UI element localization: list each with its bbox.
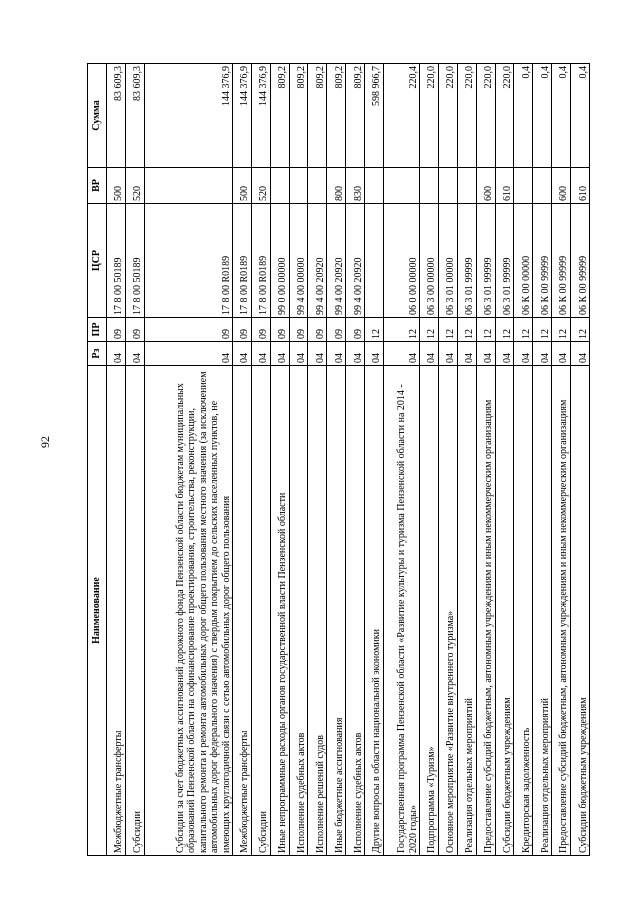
cell-sum: 220,0 <box>457 64 476 168</box>
table-row <box>552 64 571 856</box>
cell-name: Исполнение судебных актов <box>289 366 308 856</box>
cell-pr: 12 <box>533 318 552 342</box>
cell-csr: 06 3 01 99999 <box>495 204 514 318</box>
cell-pr: 09 <box>125 318 144 342</box>
cell-name: Основное мероприятие «Развитие внутреннего туризма» <box>438 366 457 856</box>
cell-vr: 610 <box>570 168 589 204</box>
cell-name: Кредиторская задолженность <box>514 366 533 856</box>
cell-rz: 04 <box>270 342 289 366</box>
cell-vr <box>420 168 439 204</box>
cell-sum: 144 376,9 <box>251 64 270 168</box>
cell-sum: 83 609,3 <box>125 64 144 168</box>
cell-sum: 598 966,7 <box>365 64 384 168</box>
cell-csr: 06 3 01 99999 <box>476 204 495 318</box>
cell-pr: 12 <box>383 318 419 342</box>
cell-vr <box>289 168 308 204</box>
cell-name: Субсидии <box>251 366 270 856</box>
cell-name: Предоставление субсидий бюджетным, автономным учреждениям и иным некоммерческим организациям <box>552 366 571 856</box>
cell-vr: 600 <box>552 168 571 204</box>
table-row <box>327 64 346 856</box>
cell-sum: 0,4 <box>552 64 571 168</box>
cell-name: Реализация отдельных мероприятий <box>457 366 476 856</box>
table-row <box>308 64 327 856</box>
cell-rz: 04 <box>125 342 144 366</box>
cell-name: Исполнение судебных актов <box>346 366 365 856</box>
table-row <box>289 64 308 856</box>
cell-name: Другие вопросы в области национальной экономики <box>365 366 384 856</box>
cell-pr: 12 <box>457 318 476 342</box>
cell-csr <box>365 204 384 318</box>
cell-rz: 04 <box>420 342 439 366</box>
table-row <box>570 64 589 856</box>
table-row <box>346 64 365 856</box>
cell-csr: 06 3 01 99999 <box>457 204 476 318</box>
table-row <box>495 64 514 856</box>
cell-csr: 17 8 00 50189 <box>107 204 126 318</box>
table-row <box>476 64 495 856</box>
table-row <box>107 64 126 856</box>
header-pr: ПР <box>88 318 107 342</box>
cell-pr: 09 <box>289 318 308 342</box>
cell-sum: 0,4 <box>514 64 533 168</box>
cell-vr <box>514 168 533 204</box>
cell-pr: 09 <box>308 318 327 342</box>
table-row <box>420 64 439 856</box>
cell-vr: 520 <box>251 168 270 204</box>
cell-name: Реализация отдельных мероприятий <box>533 366 552 856</box>
cell-name: Межбюджетные трансферты <box>233 366 252 856</box>
cell-csr: 06 0 00 00000 <box>383 204 419 318</box>
cell-sum: 809,2 <box>327 64 346 168</box>
table-header-row <box>88 64 107 856</box>
cell-csr: 06 К 00 99999 <box>533 204 552 318</box>
cell-csr: 06 К 00 99999 <box>570 204 589 318</box>
cell-rz: 04 <box>552 342 571 366</box>
cell-pr: 09 <box>270 318 289 342</box>
cell-vr: 800 <box>327 168 346 204</box>
cell-rz: 04 <box>533 342 552 366</box>
table-row <box>251 64 270 856</box>
cell-csr: 99 4 00 20920 <box>346 204 365 318</box>
table-row <box>383 64 419 856</box>
cell-rz: 04 <box>107 342 126 366</box>
cell-vr <box>438 168 457 204</box>
table-row <box>533 64 552 856</box>
table-row <box>144 64 232 856</box>
cell-csr: 99 4 00 20920 <box>327 204 346 318</box>
cell-sum: 144 376,9 <box>144 64 232 168</box>
header-name: Наименование <box>88 366 107 856</box>
header-rz: Рз <box>88 342 107 366</box>
cell-vr: 500 <box>107 168 126 204</box>
table-row <box>125 64 144 856</box>
cell-pr: 12 <box>514 318 533 342</box>
cell-name: Исполнение решений судов <box>308 366 327 856</box>
cell-rz: 04 <box>144 342 232 366</box>
cell-name: Субсидии бюджетным учреждениям <box>495 366 514 856</box>
cell-pr: 09 <box>346 318 365 342</box>
cell-rz: 04 <box>365 342 384 366</box>
cell-name: Субсидии бюджетным учреждениям <box>570 366 589 856</box>
cell-sum: 809,2 <box>270 64 289 168</box>
cell-csr: 99 4 00 20920 <box>308 204 327 318</box>
cell-csr: 17 8 00 R0189 <box>251 204 270 318</box>
cell-csr: 17 8 00 R0189 <box>144 204 232 318</box>
cell-csr: 06 К 00 99999 <box>552 204 571 318</box>
cell-vr: 610 <box>495 168 514 204</box>
cell-vr <box>308 168 327 204</box>
cell-rz: 04 <box>514 342 533 366</box>
cell-rz: 04 <box>289 342 308 366</box>
cell-vr <box>365 168 384 204</box>
cell-vr <box>144 168 232 204</box>
cell-name: Субсидии за счет бюджетных ассигнований дорожного фонда Пензенской области бюджетам муниципальных образований Пензенской области на софинансирование проектирования, строительства, реконструкции, капитального ремонта и ремонта автомобильных дорог общего пользования местного значения (за исключением автомобильных дорог федерального значения) с твердым покрытием до сельских населенных пунктов, не имеющих круглогодичной связи с сетью автомобильных дорог общего пользования <box>144 366 232 856</box>
cell-pr: 09 <box>144 318 232 342</box>
cell-rz: 04 <box>457 342 476 366</box>
table-row <box>438 64 457 856</box>
table-row <box>457 64 476 856</box>
cell-sum: 220,0 <box>438 64 457 168</box>
cell-rz: 04 <box>251 342 270 366</box>
cell-vr: 600 <box>476 168 495 204</box>
cell-name: Иные бюджетные ассигнования <box>327 366 346 856</box>
cell-rz: 04 <box>476 342 495 366</box>
cell-rz: 04 <box>570 342 589 366</box>
cell-csr: 99 4 00 00000 <box>289 204 308 318</box>
table-row <box>270 64 289 856</box>
cell-vr: 500 <box>233 168 252 204</box>
cell-vr <box>533 168 552 204</box>
cell-rz: 04 <box>495 342 514 366</box>
table-row <box>514 64 533 856</box>
cell-csr: 17 8 00 R0189 <box>233 204 252 318</box>
cell-vr: 520 <box>125 168 144 204</box>
cell-rz: 04 <box>438 342 457 366</box>
cell-name: Подпрограмма «Туризм» <box>420 366 439 856</box>
cell-sum: 809,2 <box>308 64 327 168</box>
cell-rz: 04 <box>308 342 327 366</box>
cell-pr: 09 <box>107 318 126 342</box>
cell-vr: 830 <box>346 168 365 204</box>
cell-sum: 0,4 <box>570 64 589 168</box>
cell-rz: 04 <box>327 342 346 366</box>
cell-name: Субсидии <box>125 366 144 856</box>
table-row <box>365 64 384 856</box>
cell-pr: 12 <box>476 318 495 342</box>
cell-pr: 12 <box>420 318 439 342</box>
cell-vr <box>457 168 476 204</box>
cell-name: Иные непрограммные расходы органов государственной власти Пензенской области <box>270 366 289 856</box>
cell-vr <box>270 168 289 204</box>
cell-pr: 12 <box>495 318 514 342</box>
cell-sum: 220,0 <box>476 64 495 168</box>
cell-sum: 144 376,9 <box>233 64 252 168</box>
cell-name: Государственная программа Пензенской области «Развитие культуры и туризма Пензенской области на 2014 - 2020 годы» <box>383 366 419 856</box>
budget-table <box>87 63 590 856</box>
cell-sum: 809,2 <box>346 64 365 168</box>
cell-pr: 12 <box>552 318 571 342</box>
cell-sum: 220,0 <box>495 64 514 168</box>
header-vr: ВР <box>88 168 107 204</box>
cell-csr: 06 К 00 00000 <box>514 204 533 318</box>
cell-vr <box>383 168 419 204</box>
cell-csr: 06 3 00 00000 <box>420 204 439 318</box>
cell-sum: 220,4 <box>383 64 419 168</box>
cell-sum: 0,4 <box>533 64 552 168</box>
header-csr: ЦСР <box>88 204 107 318</box>
header-sum: Сумма <box>88 64 107 168</box>
cell-rz: 04 <box>383 342 419 366</box>
budget-table-container <box>87 64 590 856</box>
page-number: 92 <box>38 436 52 448</box>
cell-name: Предоставление субсидий бюджетным, автономным учреждениям и иным некоммерческим организациям <box>476 366 495 856</box>
table-row <box>233 64 252 856</box>
cell-rz: 04 <box>346 342 365 366</box>
cell-sum: 83 609,3 <box>107 64 126 168</box>
cell-sum: 809,2 <box>289 64 308 168</box>
cell-name: Межбюджетные трансферты <box>107 366 126 856</box>
cell-pr: 09 <box>233 318 252 342</box>
cell-pr: 12 <box>570 318 589 342</box>
cell-pr: 12 <box>438 318 457 342</box>
cell-csr: 06 3 01 00000 <box>438 204 457 318</box>
cell-pr: 09 <box>251 318 270 342</box>
cell-pr: 09 <box>327 318 346 342</box>
cell-csr: 17 8 00 50189 <box>125 204 144 318</box>
cell-sum: 220,0 <box>420 64 439 168</box>
cell-pr: 12 <box>365 318 384 342</box>
cell-rz: 04 <box>233 342 252 366</box>
cell-csr: 99 0 00 00000 <box>270 204 289 318</box>
